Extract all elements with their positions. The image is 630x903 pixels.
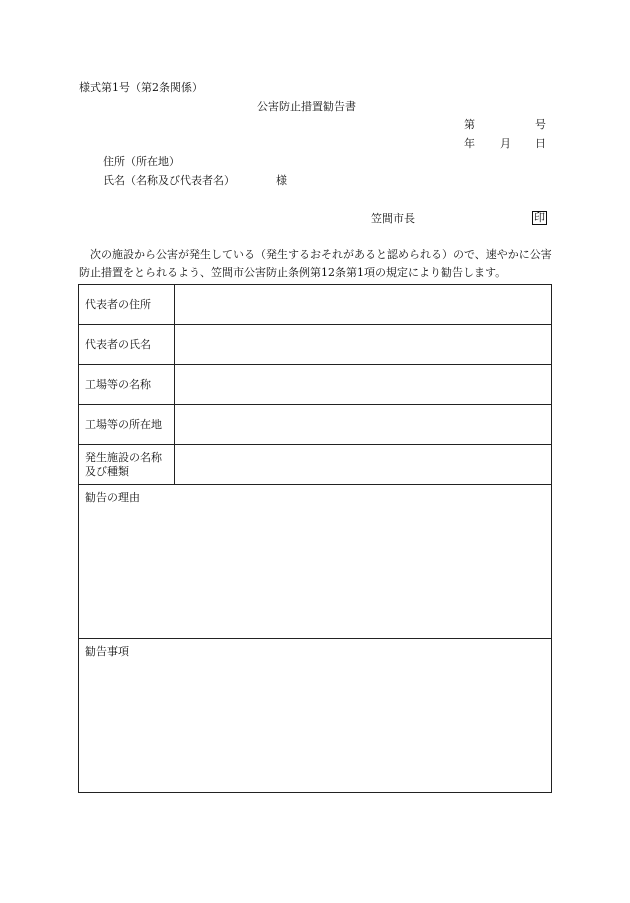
row-label-facility-type: 発生施設の名称及び種類 <box>79 445 175 485</box>
table-row <box>79 445 552 485</box>
body-paragraph: 次の施設から公害が発生している（発生するおそれがあると認められる）ので、速やかに公害防止措置をとられるよう、笠間市公害防止条例第12条第1項の規定により勧告します。 <box>79 248 552 279</box>
row-label-rep-name: 代表者の氏名 <box>79 325 175 365</box>
row-value-facility-type[interactable] <box>175 445 552 485</box>
date-year: 年 <box>464 137 475 150</box>
document-title: 公害防止措置勧告書 <box>257 100 356 113</box>
recipient-name-label: 氏名（名称及び代表者名） <box>103 174 235 187</box>
row-label-rep-address: 代表者の住所 <box>79 285 175 325</box>
items-section[interactable] <box>79 639 552 793</box>
row-value-factory-name[interactable] <box>175 365 552 405</box>
doc-number-dai: 第 <box>464 118 475 131</box>
issuer-seal <box>532 211 547 225</box>
table-row <box>79 485 552 639</box>
date-day: 日 <box>535 137 546 150</box>
row-value-rep-address[interactable] <box>175 285 552 325</box>
row-label-factory-location: 工場等の所在地 <box>79 405 175 445</box>
recipient-honorific: 様 <box>276 174 287 187</box>
table-row <box>79 285 552 325</box>
table-row <box>79 325 552 365</box>
recommendation-table <box>78 284 552 793</box>
doc-number-go: 号 <box>535 118 546 131</box>
seal-mark: 印 <box>534 211 545 224</box>
row-value-factory-location[interactable] <box>175 405 552 445</box>
date-month: 月 <box>500 137 511 150</box>
table-row <box>79 365 552 405</box>
table-row <box>79 405 552 445</box>
row-value-rep-name[interactable] <box>175 325 552 365</box>
table-row <box>79 639 552 793</box>
issuer-title: 笠間市長 <box>371 212 415 225</box>
row-label-factory-name: 工場等の名称 <box>79 365 175 405</box>
reason-label: 勧告の理由 <box>85 491 140 504</box>
recipient-address-label: 住所（所在地） <box>103 155 180 168</box>
reason-section[interactable] <box>79 485 552 639</box>
items-label: 勧告事項 <box>85 645 129 658</box>
form-number: 様式第1号（第2条関係） <box>79 81 203 94</box>
